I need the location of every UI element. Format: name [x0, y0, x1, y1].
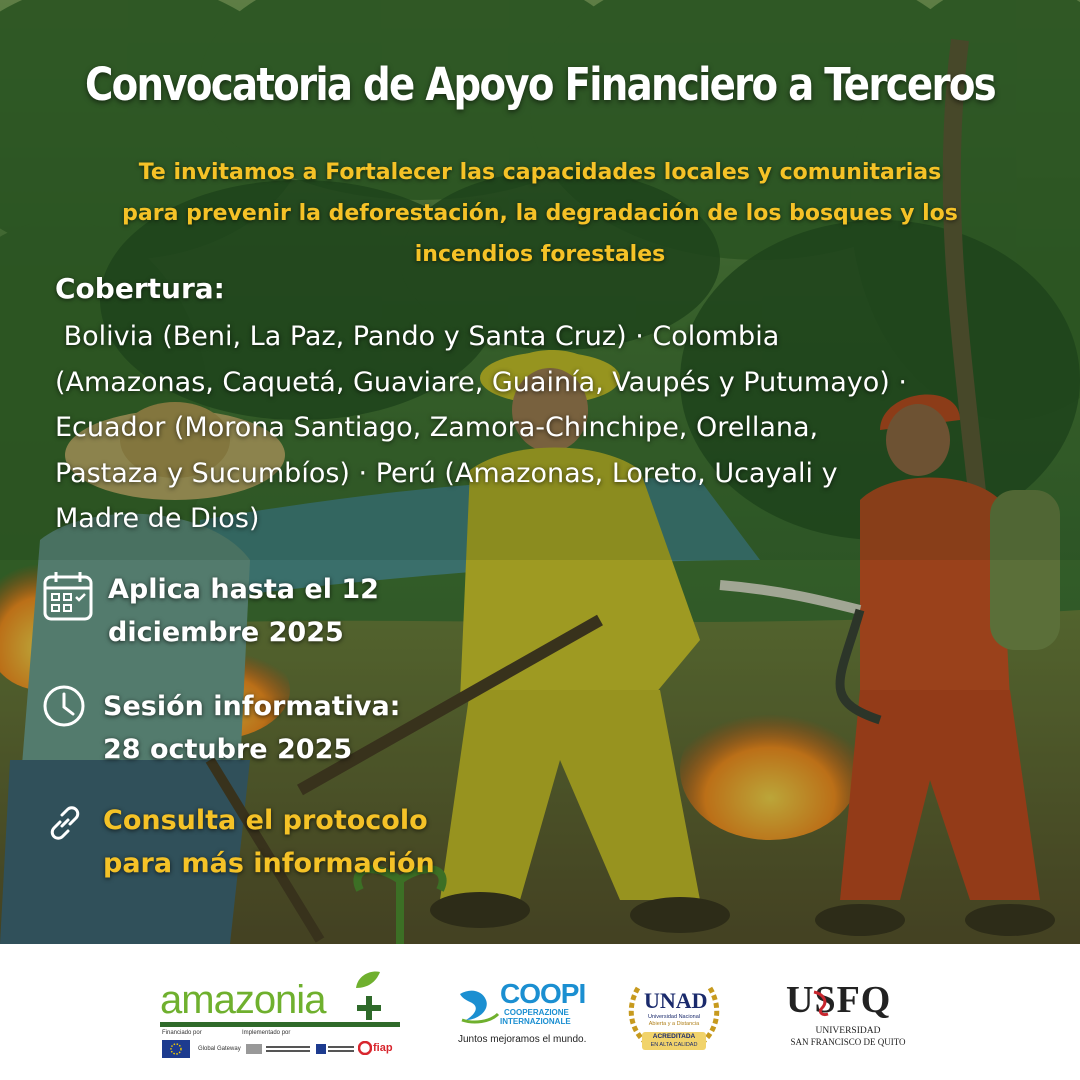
coverage-line: Ecuador (Morona Santiago, Zamora-Chinchipe, Orellana, [55, 412, 819, 443]
calendar-icon [42, 570, 94, 622]
subtitle-line: para prevenir la deforestación, la degradación de los bosques y los [122, 201, 958, 226]
coverage-line: (Amazonas, Caquetá, Guaviare, Guainía, Vaupés y Putumayo) · [55, 366, 907, 398]
amazonia-plus-leaf-icon [346, 970, 394, 1022]
amazonia-logo [160, 970, 405, 1062]
coopi-bird-icon [456, 980, 502, 1026]
unad-line2: Abierta y a Distancia [648, 1021, 700, 1027]
session-line: Sesión informativa: [103, 691, 401, 722]
global-gateway-label: Global Gateway [198, 1046, 241, 1052]
session-line: 28 octubre 2025 [103, 734, 353, 765]
fiap-label: fiap [373, 1042, 393, 1054]
amazonia-implemented-label: Implementado por [242, 1030, 291, 1036]
coverage-line: Bolivia (Beni, La Paz, Pando y Santa Cruz) · Colombia [55, 321, 780, 352]
link-icon[interactable] [44, 802, 86, 844]
fiap-icon [358, 1041, 372, 1055]
coopi-line1: COOPERAZIONE [504, 1008, 569, 1017]
eu-flag-icon [162, 1040, 190, 1058]
usfq-line1: UNIVERSIDAD [815, 1026, 881, 1036]
unad-logo [626, 982, 722, 1052]
clock-icon [42, 684, 86, 728]
coopi-tagline: Juntos mejoramos el mundo. [458, 1034, 587, 1045]
amazonia-financed-label: Financiado por [162, 1030, 202, 1036]
coverage-heading: Cobertura: [55, 272, 225, 305]
subtitle-line: Te invitamos a Fortalecer las capacidades locales y comunitarias [138, 160, 942, 185]
coverage-list [55, 314, 1065, 542]
protocol-link[interactable] [103, 799, 435, 885]
implementing-agencies-icon [246, 1040, 356, 1058]
deadline-line: diciembre 2025 [108, 617, 344, 648]
usfq-wordmark: USFQ [786, 979, 892, 1021]
unad-line1: Universidad Nacional [648, 1014, 700, 1020]
subtitle-line: incendios forestales [414, 242, 666, 267]
coopi-logo [456, 978, 586, 1048]
protocol-line: Consulta el protocolo [103, 805, 428, 836]
usfq-logo [778, 979, 918, 1052]
unad-wordmark: UNAD [644, 988, 708, 1013]
session-text [103, 685, 400, 771]
coverage-line: Madre de Dios) [55, 503, 260, 534]
unad-accredited-label: ACREDITADA [652, 1033, 696, 1040]
coopi-line2: INTERNAZIONALE [500, 1017, 571, 1026]
usfq-line2: SAN FRANCISCO DE QUITO [790, 1037, 906, 1047]
unad-quality-label: EN ALTA CALIDAD [650, 1042, 698, 1048]
deadline-line: Aplica hasta el 12 [108, 574, 379, 605]
amazonia-underline [160, 1022, 400, 1027]
amazonia-wordmark: amazonia [160, 978, 326, 1022]
page-title: Convocatoria de Apoyo Financiero a Terceros [84, 58, 996, 111]
deadline-text [108, 568, 379, 654]
usfq-dragon-icon [808, 988, 834, 1018]
protocol-line: para más información [103, 848, 435, 879]
sponsor-logos-footer [0, 944, 1080, 1080]
coopi-wordmark: COOPI [500, 978, 586, 1009]
invitation-subtitle [80, 152, 1000, 275]
coverage-line: Pastaza y Sucumbíos) · Perú (Amazonas, Loreto, Ucayali y [55, 457, 838, 489]
